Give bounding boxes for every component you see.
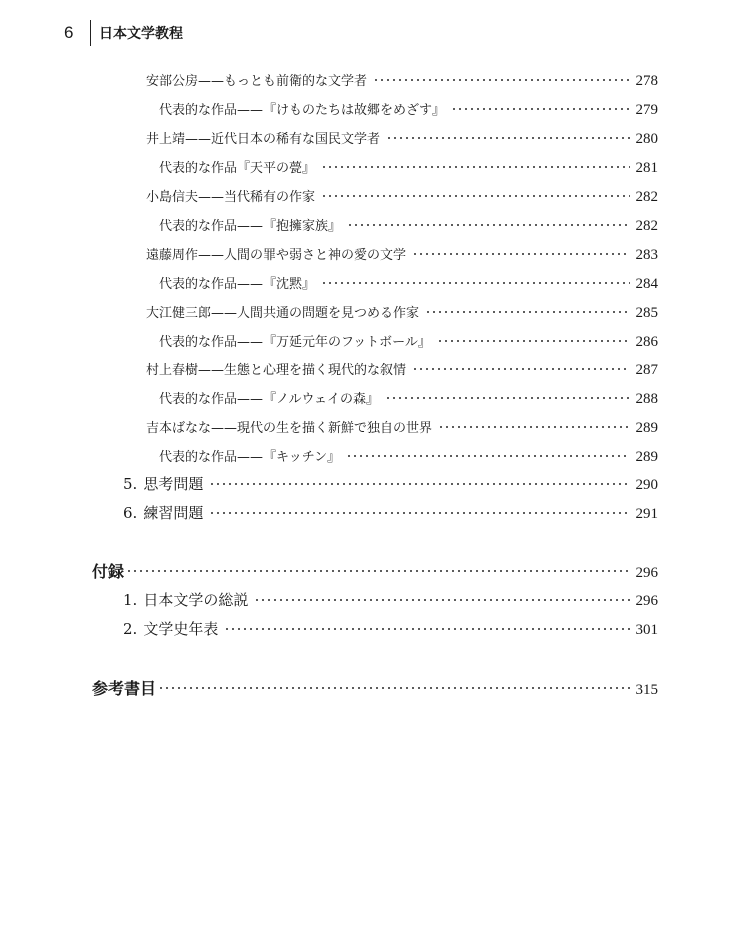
toc-entry-title: 代表的な作品——『抱擁家族』 [159, 219, 342, 234]
toc-entry-page: 283 [635, 247, 658, 263]
toc-entry-title: 代表的な作品——『ノルウェイの森』 [159, 392, 379, 407]
toc-entry-title: 村上春樹——生態と心理を描く現代的な叙情 [146, 363, 407, 378]
running-title: 日本文学教程 [99, 26, 183, 42]
toc-entry-page: 278 [635, 73, 658, 89]
toc-entry-title: 代表的な作品——『キッチン』 [159, 450, 341, 465]
toc-entry-title: 付録 [92, 562, 125, 581]
toc-entry-number: 6. [123, 504, 138, 522]
toc-entry-title: 大江健三郎——人間共通の問題を見つめる作家 [146, 306, 420, 321]
dot-leader [321, 195, 629, 197]
toc-entry-murakami-haruki[interactable] [146, 359, 658, 379]
header-divider [90, 20, 91, 46]
toc-entry-page: 301 [635, 622, 658, 638]
toc-entry-page: 288 [635, 391, 658, 407]
toc-entry-page: 281 [635, 160, 658, 176]
toc-entry-page: 291 [635, 506, 658, 522]
toc-entry-literary-history-chronology[interactable] [123, 618, 658, 639]
toc-entry-page: 284 [635, 276, 658, 292]
toc-entry-title: 小島信夫——当代稀有の作家 [146, 190, 316, 205]
toc-entry-title: 日本文学の総説 [143, 591, 249, 609]
toc-entry-page: 289 [635, 449, 658, 465]
toc-entry-kojima-work[interactable] [159, 215, 658, 235]
dot-leader [412, 368, 629, 370]
dot-leader [412, 253, 629, 255]
toc-entry-kojima-nobuo[interactable] [146, 186, 658, 206]
toc-entry-yoshimoto-work[interactable] [159, 446, 658, 466]
running-header [64, 20, 183, 46]
page-number: 6 [64, 23, 74, 42]
toc-entry-yoshimoto-banana[interactable] [146, 417, 658, 437]
toc-entry-japanese-literature-overview[interactable] [123, 589, 658, 610]
toc-entry-page: 282 [635, 189, 658, 205]
dot-leader [209, 512, 629, 514]
toc-entry-title: 安部公房——もっとも前衛的な文学者 [146, 74, 368, 89]
dot-leader [224, 628, 629, 630]
toc-entry-title: 代表的な作品——『沈黙』 [159, 277, 316, 292]
dot-leader [209, 483, 629, 485]
toc-entry-abe-work[interactable] [159, 99, 658, 119]
dot-leader [451, 108, 629, 110]
toc-entry-title: 参考書目 [92, 679, 157, 698]
dot-leader [437, 340, 630, 342]
toc-entry-page: 285 [635, 305, 658, 321]
dot-leader [126, 570, 629, 572]
toc-entry-endo-work[interactable] [159, 273, 658, 293]
toc-entry-appendix[interactable] [92, 559, 658, 582]
toc-entry-title: 思考問題 [143, 475, 204, 493]
toc-entry-page: 287 [635, 362, 658, 378]
toc-entry-practice-questions[interactable] [123, 502, 658, 523]
toc-entry-bibliography[interactable] [92, 676, 658, 699]
toc-entry-page: 280 [635, 131, 658, 147]
dot-leader [385, 397, 630, 399]
dot-leader [386, 137, 629, 139]
toc-entry-number: 5. [123, 475, 138, 493]
dot-leader [373, 79, 629, 81]
toc-entry-title: 井上靖——近代日本の稀有な国民文学者 [146, 132, 381, 147]
toc-entry-oe-work[interactable] [159, 331, 658, 351]
toc-entry-title: 練習問題 [143, 504, 204, 522]
toc-entry-page: 296 [635, 593, 658, 609]
dot-leader [158, 687, 629, 689]
dot-leader [346, 455, 629, 457]
toc-entry-thinking-questions[interactable] [123, 473, 658, 494]
toc-entry-title: 代表的な作品『天平の甍』 [159, 161, 316, 176]
dot-leader [321, 166, 629, 168]
toc-entry-abe-kobo[interactable] [146, 70, 658, 90]
toc-entry-title: 代表的な作品——『けものたちは故郷をめざす』 [159, 103, 446, 118]
toc-entry-number: 1. [123, 591, 138, 609]
toc-entry-page: 279 [635, 102, 658, 118]
toc-entry-page: 289 [635, 420, 658, 436]
dot-leader [347, 224, 629, 226]
toc-entry-inoue-work[interactable] [159, 157, 658, 177]
toc-entry-title: 遠藤周作——人間の罪や弱さと神の愛の文学 [146, 248, 407, 263]
toc-entry-page: 315 [635, 682, 658, 698]
dot-leader [438, 426, 629, 428]
toc-entry-murakami-work[interactable] [159, 388, 658, 408]
toc-entry-number: 2. [123, 620, 138, 638]
toc-entry-title: 代表的な作品——『万延元年のフットボール』 [159, 335, 431, 350]
toc-entry-oe-kenzaburo[interactable] [146, 302, 658, 322]
toc-entry-inoue-yasushi[interactable] [146, 128, 658, 148]
toc-entry-page: 286 [635, 334, 658, 350]
toc-entry-page: 282 [635, 218, 658, 234]
toc-entry-endo-shusaku[interactable] [146, 244, 658, 264]
toc-entry-title: 吉本ばなな——現代の生を描く新鮮で独自の世界 [146, 421, 433, 436]
dot-leader [425, 311, 629, 313]
dot-leader [254, 599, 629, 601]
toc-entry-page: 296 [635, 565, 658, 581]
dot-leader [321, 282, 629, 284]
toc-entry-page: 290 [635, 477, 658, 493]
toc-entry-title: 文学史年表 [143, 620, 219, 638]
